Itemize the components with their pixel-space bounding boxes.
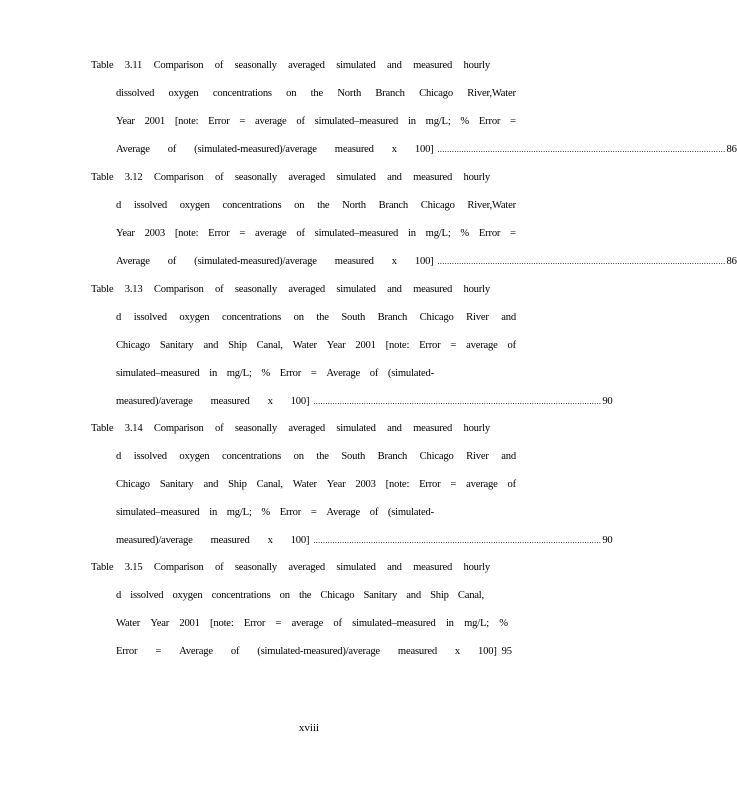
- word: Comparison: [153, 562, 204, 573]
- word: North: [342, 200, 366, 211]
- word: and: [501, 312, 516, 323]
- entry-page-number: 95: [501, 646, 512, 657]
- word: Error: [208, 228, 230, 239]
- word: (simulated-measured)/average: [194, 144, 317, 155]
- word: on: [294, 200, 305, 211]
- word: 100]: [290, 396, 310, 407]
- word: hourly: [463, 423, 490, 434]
- word: simulated: [336, 284, 376, 295]
- word: d: [116, 200, 122, 211]
- word: measured: [210, 396, 250, 407]
- entry-line: [116, 478, 516, 492]
- word: of: [296, 116, 305, 127]
- entry-line-text: [116, 645, 497, 659]
- word: 3.11: [124, 60, 143, 71]
- word: x: [391, 144, 397, 155]
- entry-line: [91, 422, 490, 436]
- word: measured: [413, 172, 453, 183]
- word: Error: [279, 507, 302, 518]
- word: measured: [334, 256, 374, 267]
- entry-line: [91, 171, 490, 185]
- word: of: [369, 507, 379, 518]
- word: Comparison: [153, 423, 204, 434]
- word: =: [310, 507, 317, 518]
- word: (simulated-: [387, 368, 434, 379]
- word: 100]: [478, 646, 497, 657]
- word: and: [387, 284, 402, 295]
- word: simulated: [336, 60, 376, 71]
- word: issolved: [133, 312, 167, 323]
- word: 2003: [144, 228, 165, 239]
- word: 3.12: [124, 172, 143, 183]
- dot-leader: ........................................................................................................................: [313, 397, 602, 406]
- word: Branch: [378, 200, 409, 211]
- word: x: [454, 646, 461, 657]
- word: hourly: [463, 172, 490, 183]
- word: Table: [91, 562, 114, 573]
- word: oxygen: [168, 88, 199, 99]
- word: 2001: [355, 340, 376, 351]
- word: mg/L;: [464, 618, 489, 629]
- entry-page-number: 90: [602, 396, 613, 407]
- word: Water: [116, 618, 141, 629]
- word: seasonally: [234, 284, 277, 295]
- word: Error: [478, 116, 501, 127]
- entry-line: [116, 617, 508, 631]
- word: (simulated-measured)/average: [257, 646, 380, 657]
- word: Error: [478, 228, 501, 239]
- word: of: [507, 479, 516, 490]
- word: =: [450, 479, 457, 490]
- word: 2003: [355, 479, 376, 490]
- entry-line: [91, 59, 490, 73]
- word: Comparison: [153, 60, 204, 71]
- word: of: [214, 60, 224, 71]
- word: and: [387, 423, 402, 434]
- word: Error: [243, 618, 266, 629]
- word: simulated: [336, 562, 376, 573]
- word: of: [230, 646, 240, 657]
- word: of: [215, 562, 224, 573]
- word: Year: [150, 618, 170, 629]
- word: Table: [91, 284, 114, 295]
- word: d: [116, 590, 122, 601]
- entry-line: [116, 227, 516, 241]
- entry-line: [116, 339, 516, 353]
- word: hourly: [463, 284, 490, 295]
- word: %: [261, 368, 271, 379]
- word: simulated–measured: [116, 368, 200, 379]
- entry-last-line: [116, 143, 737, 157]
- word: Canal,: [256, 479, 283, 490]
- word: Branch: [375, 88, 405, 99]
- word: the: [310, 88, 324, 99]
- word: measured: [413, 562, 453, 573]
- word: Table: [91, 60, 114, 71]
- dot-leader: ........................................................................................................................: [313, 536, 602, 545]
- word: %: [460, 228, 470, 239]
- word: and: [387, 60, 402, 71]
- word: Chicago: [320, 590, 355, 601]
- word: Chicago: [116, 340, 150, 351]
- word: =: [275, 618, 282, 629]
- word: on: [293, 451, 304, 462]
- word: of: [215, 172, 224, 183]
- entry-line: [116, 506, 434, 520]
- word: Sanitary: [159, 479, 194, 490]
- entry-page-number: 90: [602, 535, 613, 546]
- word: seasonally: [234, 60, 277, 71]
- word: issolved: [133, 200, 167, 211]
- entry-line: [116, 199, 516, 213]
- word: seasonally: [234, 423, 277, 434]
- word: Water: [292, 479, 317, 490]
- word: Average: [116, 144, 150, 155]
- word: Water: [292, 340, 317, 351]
- word: Chicago: [419, 312, 454, 323]
- word: [note:: [174, 228, 199, 239]
- word: issolved: [130, 590, 164, 601]
- word: Sanitary: [159, 340, 194, 351]
- word: Ship: [228, 340, 247, 351]
- word: concentrations: [222, 200, 282, 211]
- word: of: [215, 284, 224, 295]
- word: x: [391, 256, 397, 267]
- entry-last-line: [116, 645, 512, 659]
- word: Comparison: [153, 172, 204, 183]
- word: =: [510, 116, 516, 127]
- word: oxygen: [179, 451, 210, 462]
- word: Table: [91, 423, 114, 434]
- word: average: [466, 340, 498, 351]
- word: 3.15: [124, 562, 143, 573]
- word: Canal,: [457, 590, 484, 601]
- word: 3.14: [124, 423, 143, 434]
- word: dissolved: [116, 88, 155, 99]
- entry-last-line: [116, 255, 737, 269]
- entry-line: [116, 87, 516, 101]
- word: Year: [116, 116, 135, 127]
- word: Error: [116, 646, 138, 657]
- word: of: [167, 256, 177, 267]
- word: average: [255, 116, 287, 127]
- dot-leader: ........................................................................................................................: [437, 145, 726, 154]
- word: 2001: [179, 618, 200, 629]
- word: =: [450, 340, 457, 351]
- entry-line-text: [116, 395, 309, 409]
- word: d: [116, 312, 122, 323]
- word: =: [155, 646, 162, 657]
- word: 100]: [290, 535, 310, 546]
- word: =: [510, 228, 516, 239]
- word: %: [460, 116, 470, 127]
- entry-line: [91, 561, 490, 575]
- word: simulated–measured: [116, 507, 200, 518]
- word: averaged: [288, 562, 325, 573]
- word: =: [239, 116, 246, 127]
- word: Chicago: [420, 200, 455, 211]
- word: [note:: [174, 116, 199, 127]
- word: 2001: [144, 116, 165, 127]
- word: x: [267, 396, 273, 407]
- entry-page-number: 86: [726, 256, 737, 267]
- word: Error: [419, 340, 441, 351]
- word: in: [445, 618, 454, 629]
- word: hourly: [463, 60, 490, 71]
- entry-line-text: [116, 255, 434, 269]
- word: %: [499, 618, 508, 629]
- word: Average: [179, 646, 213, 657]
- word: on: [293, 312, 304, 323]
- word: of: [215, 423, 224, 434]
- word: Ship: [430, 590, 449, 601]
- word: measured: [397, 646, 437, 657]
- word: average: [255, 228, 287, 239]
- entry-page-number: 86: [726, 144, 737, 155]
- word: mg/L;: [226, 368, 252, 379]
- word: Year: [326, 479, 346, 490]
- word: Ship: [228, 479, 247, 490]
- word: mg/L;: [425, 228, 451, 239]
- word: measured: [413, 284, 453, 295]
- word: and: [406, 590, 421, 601]
- word: River,Water: [467, 88, 516, 99]
- word: Average: [326, 507, 361, 518]
- word: River: [466, 451, 489, 462]
- word: Comparison: [153, 284, 204, 295]
- entry-line-text: [116, 534, 309, 548]
- word: the: [316, 312, 329, 323]
- word: in: [209, 368, 218, 379]
- entry-line-text: [116, 143, 434, 157]
- word: of: [333, 618, 342, 629]
- word: concentrations: [211, 590, 271, 601]
- word: Branch: [377, 451, 408, 462]
- word: averaged: [288, 60, 325, 71]
- word: on: [279, 590, 290, 601]
- word: and: [203, 479, 219, 490]
- word: =: [239, 228, 246, 239]
- entry-line: [116, 450, 516, 464]
- word: Year: [116, 228, 135, 239]
- word: the: [298, 590, 312, 601]
- word: in: [407, 116, 416, 127]
- word: Error: [279, 368, 302, 379]
- page-footer-number: xviii: [298, 722, 320, 734]
- entry-line: [116, 311, 516, 325]
- word: seasonally: [234, 562, 277, 573]
- entry-line: [116, 367, 434, 381]
- word: Error: [419, 479, 441, 490]
- word: measured)/average: [116, 396, 193, 407]
- word: (simulated-measured)/average: [194, 256, 317, 267]
- word: and: [203, 340, 219, 351]
- word: issolved: [133, 451, 167, 462]
- word: average: [466, 479, 498, 490]
- entry-line: [116, 589, 484, 603]
- word: Year: [326, 340, 346, 351]
- word: =: [310, 368, 317, 379]
- word: simulated: [336, 172, 376, 183]
- word: simulated–measured: [314, 116, 399, 127]
- word: mg/L;: [425, 116, 451, 127]
- word: x: [267, 535, 273, 546]
- word: d: [116, 451, 122, 462]
- word: averaged: [288, 172, 325, 183]
- word: Average: [116, 256, 150, 267]
- word: Chicago: [419, 451, 454, 462]
- entry-last-line: [116, 534, 613, 548]
- word: and: [387, 562, 402, 573]
- word: Chicago: [419, 88, 453, 99]
- word: concentrations: [222, 451, 281, 462]
- word: hourly: [463, 562, 490, 573]
- word: measured: [413, 423, 453, 434]
- word: Average: [326, 368, 361, 379]
- word: the: [316, 451, 329, 462]
- word: oxygen: [172, 590, 203, 601]
- word: measured: [334, 144, 374, 155]
- word: of: [167, 144, 177, 155]
- word: oxygen: [179, 200, 210, 211]
- word: 100]: [414, 144, 434, 155]
- word: of: [296, 228, 305, 239]
- word: South: [341, 451, 366, 462]
- dot-leader: ........................................................................................................................: [437, 257, 726, 266]
- word: Canal,: [256, 340, 283, 351]
- word: simulated–measured: [314, 228, 399, 239]
- word: of: [507, 340, 516, 351]
- word: 100]: [414, 256, 434, 267]
- word: averaged: [288, 284, 325, 295]
- word: concentrations: [222, 312, 281, 323]
- word: [note:: [385, 479, 410, 490]
- word: measured)/average: [116, 535, 193, 546]
- word: Chicago: [116, 479, 150, 490]
- word: South: [341, 312, 366, 323]
- word: %: [261, 507, 271, 518]
- word: Sanitary: [363, 590, 398, 601]
- word: River: [466, 312, 489, 323]
- word: [note:: [385, 340, 410, 351]
- word: River,Water: [467, 200, 516, 211]
- word: Error: [208, 116, 230, 127]
- word: and: [387, 172, 402, 183]
- word: on: [286, 88, 297, 99]
- word: in: [209, 507, 218, 518]
- word: average: [291, 618, 324, 629]
- word: the: [317, 200, 330, 211]
- word: and: [501, 451, 516, 462]
- word: oxygen: [179, 312, 210, 323]
- word: simulated: [336, 423, 376, 434]
- word: simulated–measured: [352, 618, 436, 629]
- word: measured: [210, 535, 250, 546]
- word: mg/L;: [226, 507, 252, 518]
- word: seasonally: [234, 172, 277, 183]
- word: averaged: [288, 423, 325, 434]
- word: North: [337, 88, 362, 99]
- entry-last-line: [116, 395, 613, 409]
- word: (simulated-: [387, 507, 434, 518]
- word: of: [369, 368, 379, 379]
- word: in: [407, 228, 416, 239]
- word: Table: [91, 172, 114, 183]
- word: concentrations: [212, 88, 272, 99]
- word: 3.13: [124, 284, 143, 295]
- word: measured: [413, 60, 453, 71]
- entry-line: [116, 115, 516, 129]
- word: Branch: [377, 312, 408, 323]
- word: [note:: [210, 618, 234, 629]
- entry-line: [91, 283, 490, 297]
